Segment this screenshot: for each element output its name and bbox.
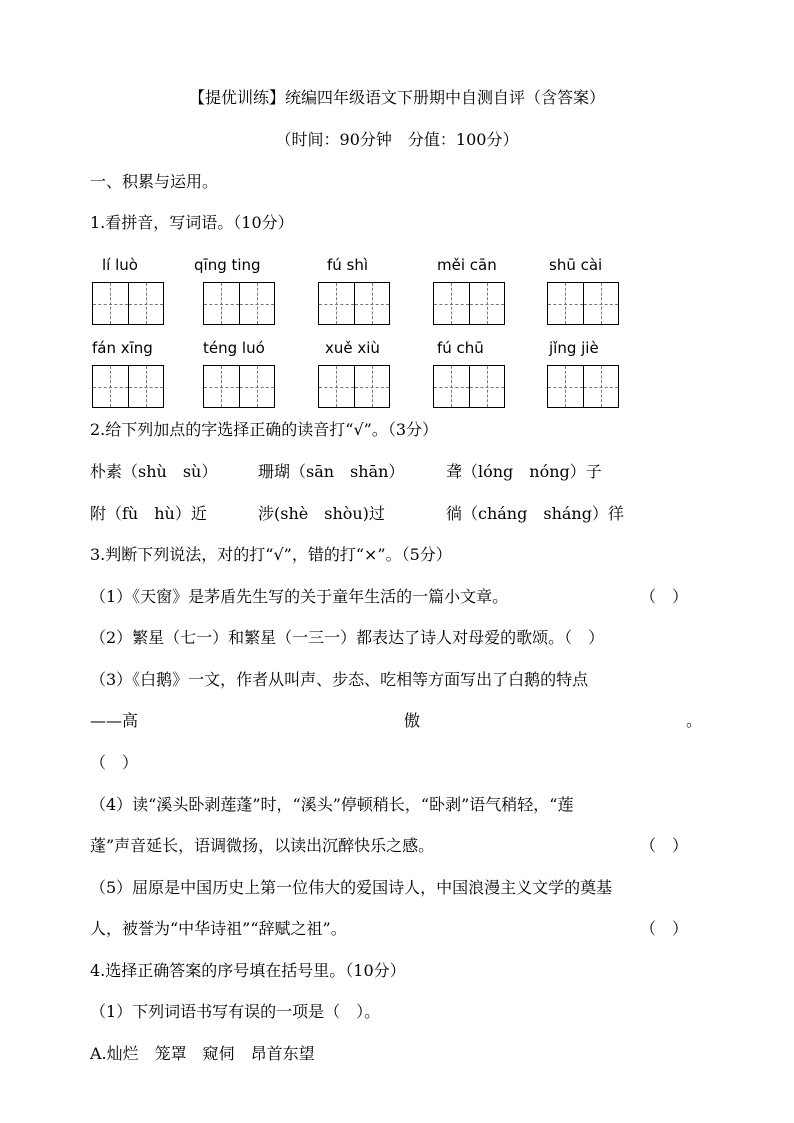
pinyin-label: fán xīng (92, 339, 153, 357)
answer-paren[interactable]: （ ） (90, 753, 139, 772)
statement-3-continued (90, 711, 702, 731)
statement-2: （2）繁星（七一）和繁星（一三一）都表达了诗人对母爱的歌颂。（ ） (90, 628, 605, 647)
statement-4-continued: 蓬”声音延长，语调微扬，以读出沉醉快乐之感。 (90, 836, 435, 855)
writing-grid[interactable] (547, 365, 619, 408)
reading-choice: 附（fù hù）近 (90, 504, 207, 523)
question-2-heading: 2.给下列加点的字选择正确的读音打“√”。（3分） (90, 420, 439, 439)
writing-grid[interactable] (92, 282, 164, 325)
statement-1: （1）《天窗》是茅盾先生写的关于童年生活的一篇小文章。 (90, 587, 509, 606)
reading-choice: 珊瑚（sān shān） (258, 462, 405, 481)
pinyin-label: lí luò (102, 256, 138, 274)
statement-3-part: 傲 (403, 711, 420, 730)
pinyin-label: xuě xiù (325, 339, 380, 357)
statement-3-part: ——高 (90, 711, 139, 730)
reading-choice: 涉(shè shòu)过 (258, 504, 385, 523)
statement-4: （4）读“溪头卧剥莲蓬”时，“溪头”停顿稍长，“卧剥”语气稍轻，“莲 (90, 795, 574, 814)
reading-choice: 朴素（shù sù） (90, 462, 218, 481)
question-1-heading: 1.看拼音，写词语。（10分） (90, 213, 294, 232)
section-heading: 一、积累与运用。 (90, 172, 219, 191)
pinyin-label: měi cān (437, 256, 497, 274)
answer-paren[interactable]: （ ） (639, 836, 688, 855)
writing-grid[interactable] (318, 365, 390, 408)
writing-grid[interactable] (433, 365, 505, 408)
writing-grid[interactable] (203, 365, 275, 408)
question-4-heading: 4.选择正确答案的序号填在括号里。（10分） (90, 961, 406, 980)
pinyin-label: fú shì (327, 256, 369, 274)
page-title: 【提优训练】统编四年级语文下册期中自测自评（含答案） (188, 88, 605, 107)
pinyin-label: shū cài (549, 256, 603, 274)
pinyin-label: fú chū (437, 339, 484, 357)
pinyin-label: qīng ting (194, 256, 261, 274)
writing-grid[interactable] (92, 365, 164, 408)
answer-paren[interactable]: （ ） (639, 587, 688, 606)
statement-5-continued: 人，被誉为“中华诗祖”“辞赋之祖”。 (90, 919, 347, 938)
writing-grid[interactable] (433, 282, 505, 325)
page-subtitle: （时间：90分钟 分值：100分） (275, 130, 519, 149)
sub-question-1: （1）下列词语书写有误的一项是（ ）。 (90, 1002, 381, 1021)
statement-5: （5）屈原是中国历史上第一位伟大的爱国诗人，中国浪漫主义文学的奠基 (90, 878, 613, 897)
pinyin-label: téng luó (203, 339, 265, 357)
pinyin-label: jǐng jiè (549, 339, 599, 357)
statement-3: （3）《白鹅》一文，作者从叫声、步态、吃相等方面写出了白鹅的特点 (90, 670, 589, 689)
option-a: A.灿烂 笼罩 窥伺 昂首东望 (90, 1044, 315, 1063)
answer-paren[interactable]: （ ） (639, 919, 688, 938)
reading-choice: 聋（lóng nóng）子 (446, 462, 602, 481)
writing-grid[interactable] (318, 282, 390, 325)
statement-3-part: 。 (685, 711, 702, 730)
question-3-heading: 3.判断下列说法，对的打“√”，错的打“×”。（5分） (90, 545, 452, 564)
writing-grid[interactable] (203, 282, 275, 325)
reading-choice: 徜（cháng sháng）徉 (446, 504, 624, 523)
writing-grid[interactable] (547, 282, 619, 325)
